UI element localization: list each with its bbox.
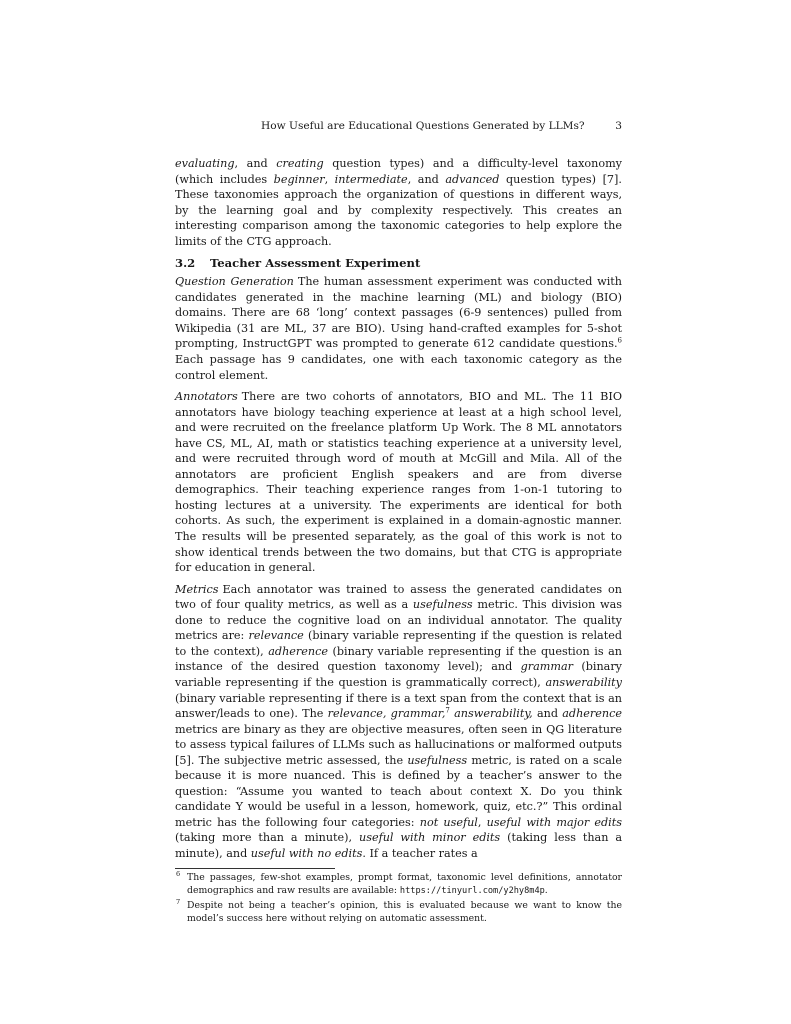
term-grammar: grammar <box>520 660 574 674</box>
intro-paragraph <box>175 156 622 249</box>
footnote-7 <box>175 899 622 926</box>
text-run: (taking more than a minute), <box>175 831 360 845</box>
text-run: metrics are binary as they are objective measures, often seen in QG literature to assess typical failures of LLMs such as hallucinations or malformed outputs [5]. The subjective metric assessed, the <box>175 722 622 767</box>
text-run: (taking less than a minute), and <box>175 831 622 860</box>
text-run: , and <box>234 157 277 170</box>
section-title: Teacher Assessment Experiment <box>210 256 421 271</box>
term-beginner: beginner <box>273 172 325 186</box>
term-usefulness: usefulness <box>407 753 468 767</box>
page-number: 3 <box>615 120 622 132</box>
section-heading <box>175 255 622 271</box>
text-run: . If a teacher rates a <box>362 846 478 860</box>
footnote-link[interactable]: https://tinyurl.com/y2hy8m4p <box>399 886 545 897</box>
text-run: question types) and a difficulty-level taxonomy (which includes <box>175 157 622 186</box>
page-body <box>175 117 622 926</box>
run-in-heading: Annotators <box>175 390 238 404</box>
footnote-ref-6: 6 <box>617 336 622 345</box>
text-run: question types) [7]. These taxonomies approach the organization of questions in different ways, by the learning goal and by complexity respectively. This creates an interesting comparison among the taxonomic categories to help explore the limits of the CTG approach. <box>175 172 622 248</box>
text-run: (binary variable representing if there is a text span from the context that is an answer/leads to one). The <box>175 691 622 721</box>
text-run: There are two cohorts of annotators, BIO and ML. The 11 BIO annotators have biology teaching experience at least at a high school level, and were recruited on the freelance platform Up Work. The 8 ML annotators have CS, ML, AI, math or statistics teaching experience at a university level, and were recruited through word of mouth at McGill and Mila. All of the annotators are proficient English speakers and are from diverse demographics. Their teaching experience ranges from 1-on-1 tutoring to hosting lectures at a university. The experiments are identical for both cohorts. As such, the experiment is explained in a domain-agnostic manner. The results will be presented separately, as the goal of this work is not to show identical trends between the two domains, but that CTG is appropriate for education in general. <box>175 390 622 575</box>
footnote-list <box>175 871 622 926</box>
footnote-ref-7: 7 <box>445 706 450 715</box>
text-run: , and <box>407 172 446 186</box>
term-useful-minor-edits: useful with minor edits <box>359 831 501 845</box>
text-run: Each passage has 9 candidates, one with each taxonomic category as the control element. <box>175 353 622 382</box>
footnote-mark: 7 <box>176 897 181 906</box>
text-run: (binary variable representing if the question is related to the context), <box>175 629 622 658</box>
footnote-rule <box>175 868 622 926</box>
text-run: Each annotator was trained to assess the generated candidates on two of four quality metrics, as well as a <box>175 582 622 612</box>
text-run: metric, is rated on a scale because it is more nuanced. This is defined by a teacher’s answer to the question: “Assume you wanted to teach about context X. Do you think candidate Y would be useful in a lesson, homework, quiz, etc.?” This ordinal metric has the following four categories: <box>175 753 622 829</box>
footnote-text: The passages, few-shot examples, prompt format, taxonomic level definitions, annotator demographics and raw results are available: <box>187 871 622 897</box>
term-creating: creating <box>276 157 324 170</box>
text-run: (binary variable representing if the question is grammatically correct), <box>175 660 622 689</box>
term-adherence: adherence <box>268 644 328 658</box>
run-in-heading: Metrics <box>175 582 219 596</box>
term-intermediate: intermediate <box>334 172 408 186</box>
term-advanced: advanced <box>445 172 500 186</box>
term-useful-major-edits: useful with major edits <box>486 815 622 829</box>
term-relevance: relevance <box>248 629 304 643</box>
running-header <box>175 117 622 135</box>
term-relevance-grammar: relevance, grammar, <box>327 707 446 721</box>
text-run: The human assessment experiment was conducted with candidates generated in the machine learning (ML) and biology (BIO) domains. There are 68 ‘long’ context passages (6-9 sentences) pulled from Wikipedia (31 are ML, 37 are BIO). Using hand-crafted examples for 5-shot prompting, InstructGPT was prompted to generate 612 candidate questions. <box>175 275 622 351</box>
term-evaluating: evaluating <box>175 157 235 170</box>
text-run: metric. This division was done to reduce the cognitive load on an individual annotator. The quality metrics are: <box>175 598 623 643</box>
metrics-paragraph <box>175 582 622 862</box>
annotators-paragraph <box>175 389 622 576</box>
footnote-text: Despite not being a teacher’s opinion, this is evaluated because we want to know the model’s success here without relying on automatic assessment. <box>187 899 622 925</box>
text-run: and <box>532 707 563 721</box>
text-run: , <box>324 172 335 186</box>
term-answerability: answerability <box>545 675 622 689</box>
term-answerability: answerability, <box>454 707 533 721</box>
run-in-heading: Question Generation <box>175 275 294 289</box>
text-run: (binary variable representing if the question is an instance of the desired question taxonomy level); and <box>175 644 622 674</box>
question-generation-paragraph <box>175 274 622 383</box>
term-not-useful: not useful <box>419 815 478 829</box>
term-adherence: adherence <box>562 707 622 721</box>
text-run: . <box>544 885 548 897</box>
term-usefulness: usefulness <box>412 598 473 612</box>
section-number: 3.2 <box>175 256 196 271</box>
footnote-6 <box>175 871 622 899</box>
footnote-mark: 6 <box>176 869 181 878</box>
text-run: , <box>477 815 487 829</box>
term-useful-no-edits: useful with no edits <box>250 846 363 860</box>
running-title: How Useful are Educational Questions Generated by LLMs? <box>261 120 585 132</box>
